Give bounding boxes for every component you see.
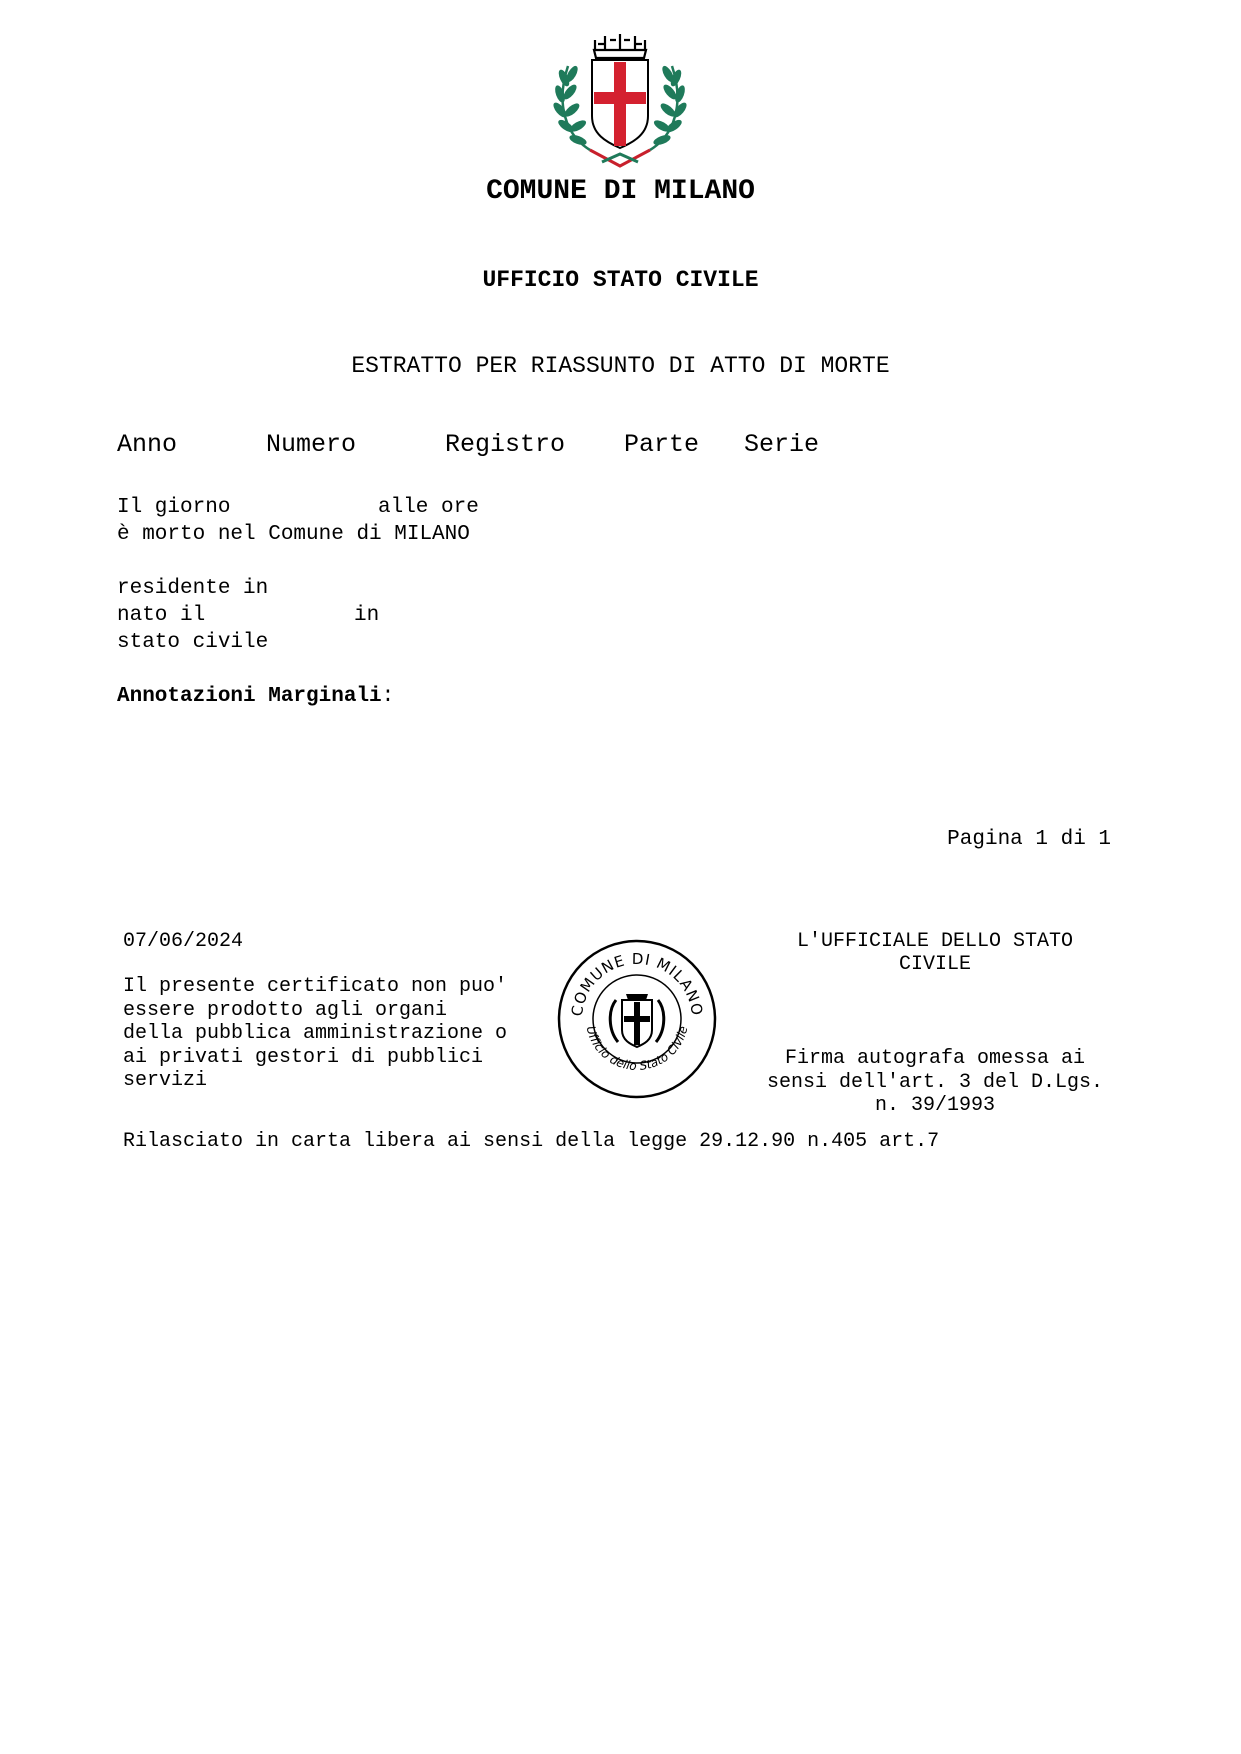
birth-date-label: nato il bbox=[117, 604, 206, 627]
officer-title bbox=[765, 930, 1105, 976]
crown-icon bbox=[594, 34, 646, 58]
notice-line: della pubblica amministrazione o bbox=[123, 1022, 508, 1045]
marital-status-label: stato civile bbox=[117, 631, 269, 654]
official-seal-stamp bbox=[556, 938, 718, 1100]
usage-notice bbox=[123, 975, 523, 1093]
notice-line: Il presente certificato non puo' bbox=[123, 975, 508, 998]
annotations-label: Annotazioni Marginali bbox=[117, 685, 382, 708]
death-place-line: è morto nel Comune di MILANO bbox=[117, 523, 470, 546]
page-number: Pagina 1 di 1 bbox=[947, 828, 1111, 851]
ore-label: alle ore bbox=[378, 496, 479, 519]
seal-inner-text: Ufficio dello Stato Civile bbox=[583, 1024, 691, 1074]
notice-line: essere prodotto agli organi bbox=[123, 998, 448, 1022]
ribbon-icon bbox=[590, 150, 650, 166]
field-anno-label: Anno bbox=[117, 430, 178, 459]
annotations-colon: : bbox=[381, 685, 395, 708]
field-serie-label: Serie bbox=[744, 430, 820, 459]
seal-crest-icon bbox=[610, 994, 664, 1047]
officer-line: CIVILE bbox=[898, 953, 971, 976]
document-title: ESTRATTO PER RIASSUNTO DI ATTO DI MORTE bbox=[351, 353, 890, 379]
office-heading: UFFICIO STATO CIVILE bbox=[482, 267, 759, 293]
legal-release-note: Rilasciato in carta libera ai sensi della legge 29.12.90 n.405 art.7 bbox=[123, 1130, 940, 1153]
field-numero-label: Numero bbox=[266, 430, 357, 459]
milano-crest-logo bbox=[550, 30, 690, 178]
giorno-label: Il giorno bbox=[117, 496, 231, 519]
shield-icon bbox=[592, 60, 648, 148]
signature-line: sensi dell'art. 3 del D.Lgs. bbox=[766, 1070, 1104, 1094]
signature-line: n. 39/1993 bbox=[874, 1094, 996, 1117]
seal-outer-text: COMUNE DI MILANO bbox=[567, 949, 707, 1018]
field-parte-label: Parte bbox=[624, 430, 700, 459]
signature-line: Firma autografa omessa ai bbox=[784, 1047, 1086, 1070]
notice-line: servizi bbox=[123, 1069, 208, 1092]
residence-label: residente in bbox=[117, 577, 269, 600]
field-registro-label: Registro bbox=[445, 430, 566, 459]
annotations-heading bbox=[117, 685, 394, 708]
issue-date: 07/06/2024 bbox=[123, 930, 244, 953]
signature-note bbox=[755, 1047, 1115, 1118]
city-name-heading: COMUNE DI MILANO bbox=[486, 176, 755, 207]
officer-line: L'UFFICIALE DELLO STATO bbox=[796, 930, 1074, 953]
notice-line: ai privati gestori di pubblici bbox=[123, 1045, 484, 1069]
birth-place-label: in bbox=[354, 604, 380, 627]
